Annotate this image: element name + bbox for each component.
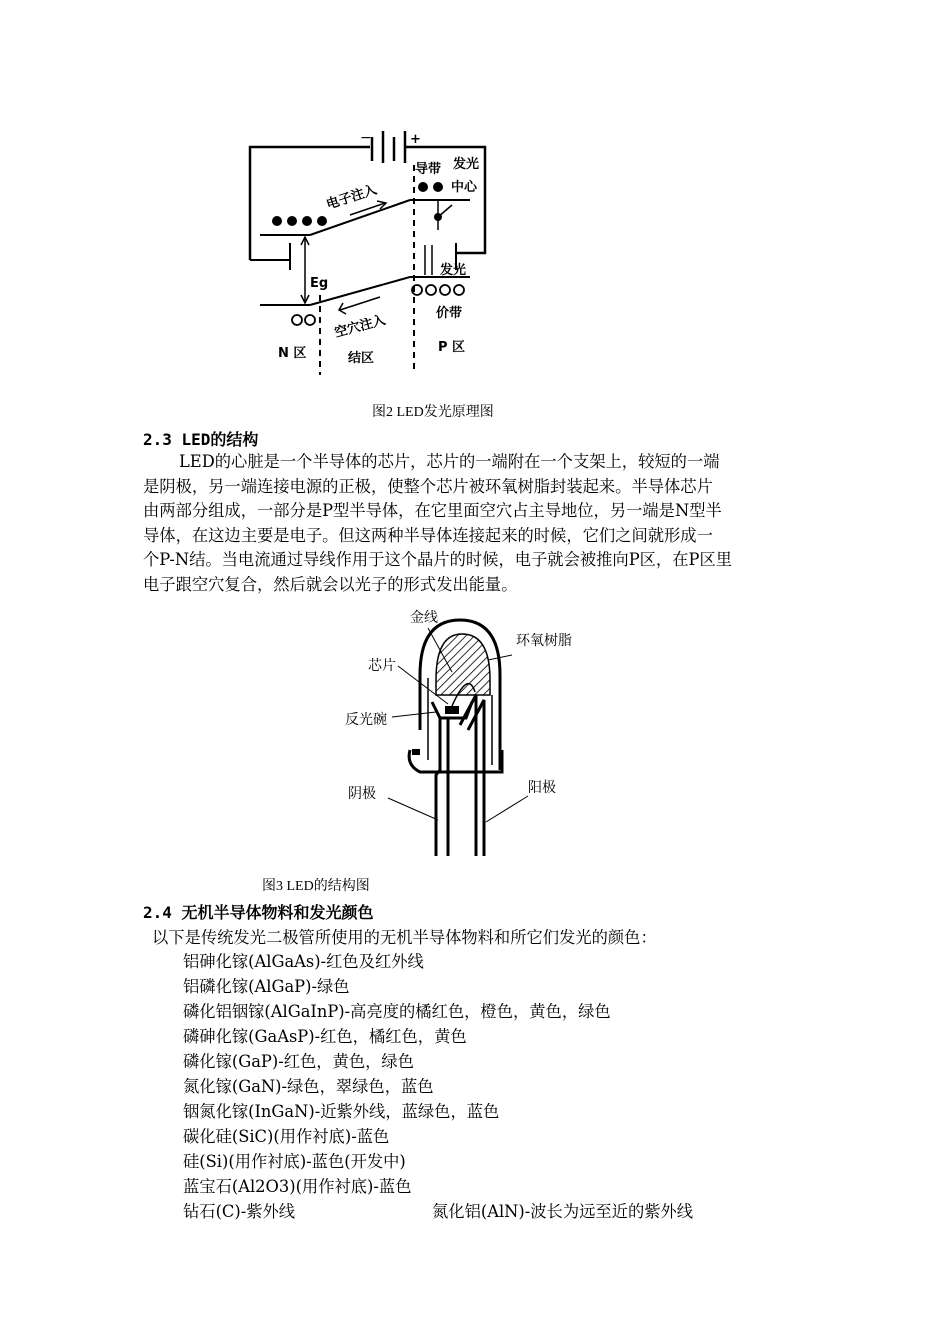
material-item: 磷砷化镓(GaAsP)-红色，橘红色，黄色: [183, 1027, 467, 1046]
epoxy-label: 环氧树脂: [516, 633, 572, 649]
paragraph-line: 由两部分组成，一部分是P型半导体，在它里面空穴占主导地位，另一端是N型半: [143, 501, 722, 520]
emission-label: 发光: [453, 157, 480, 172]
valence-band-label: 价带: [436, 306, 463, 321]
led-emission-diagram: [240, 125, 500, 380]
figure3-caption: 图3 LED的结构图: [262, 879, 370, 894]
eg-label: Eg: [310, 276, 329, 291]
hole-injection-label: 空穴注入: [333, 312, 388, 341]
chip-label: 芯片: [368, 658, 396, 674]
junction-label: 结区: [348, 351, 375, 366]
section23-paragraph: [143, 450, 811, 597]
material-item: 氮化镓(GaN)-绿色，翠绿色，蓝色: [183, 1077, 434, 1096]
section24-heading: 2.4 无机半导体物料和发光颜色: [143, 903, 374, 922]
emit-light-label: 发光: [440, 263, 467, 278]
reflector-label: 反光碗: [345, 712, 387, 728]
material-item: 磷化镓(GaP)-红色，黄色，绿色: [183, 1052, 414, 1071]
material-item: 磷化铝铟镓(AlGaInP)-高亮度的橘红色，橙色，黄色，绿色: [183, 1002, 611, 1021]
material-item: 钻石(C)-紫外线: [183, 1202, 296, 1221]
material-item: 蓝宝石(Al2O3)(用作衬底)-蓝色: [183, 1177, 412, 1196]
anode-label: 阳极: [528, 780, 556, 796]
plus-label: +: [410, 132, 421, 147]
cathode-label: 阴极: [348, 786, 376, 802]
material-item: 氮化铝(AlN)-波长为远至近的紫外线: [432, 1202, 694, 1221]
material-item: 铟氮化镓(InGaN)-近紫外线，蓝绿色，蓝色: [183, 1102, 500, 1121]
p-region-label: P 区: [438, 340, 466, 355]
paragraph-line: 个P-N结。当电流通过导线作用于这个晶片的时候，电子就会被推向P区，在P区里: [143, 550, 733, 569]
conduction-band-label: 导带: [415, 162, 442, 177]
materials-intro: 以下是传统发光二极管所使用的无机半导体物料和所它们发光的颜色：: [152, 928, 657, 947]
section23-heading: 2.3 LED的结构: [143, 430, 259, 449]
paragraph-line: 导体，在这边主要是电子。但这两种半导体连接起来的时候，它们之间就形成一: [143, 525, 713, 545]
center-label: 中心: [451, 180, 478, 195]
figure2-caption: 图2 LED发光原理图: [372, 405, 494, 420]
led-structure-diagram: [340, 600, 600, 856]
paragraph-line: LED的心脏是一个半导体的芯片，芯片的一端附在一个支架上，较短的一端: [179, 452, 720, 471]
n-region-label: N 区: [278, 346, 307, 361]
material-item: 铝磷化镓(AlGaP)-绿色: [183, 977, 350, 996]
gold-wire-label: 金线: [410, 610, 438, 626]
minus-label: −: [360, 130, 372, 146]
material-item: 碳化硅(SiC)(用作衬底)-蓝色: [183, 1127, 390, 1146]
electron-injection-label: 电子注入: [324, 182, 379, 213]
material-item: 硅(Si)(用作衬底)-蓝色(开发中): [183, 1152, 406, 1171]
paragraph-line: 电子跟空穴复合，然后就会以光子的形式发出能量。: [143, 574, 518, 594]
paragraph-line: 是阴极，另一端连接电源的正极，使整个芯片被环氧树脂封装起来。半导体芯片: [143, 476, 713, 496]
material-item: 铝砷化镓(AlGaAs)-红色及红外线: [183, 952, 424, 971]
